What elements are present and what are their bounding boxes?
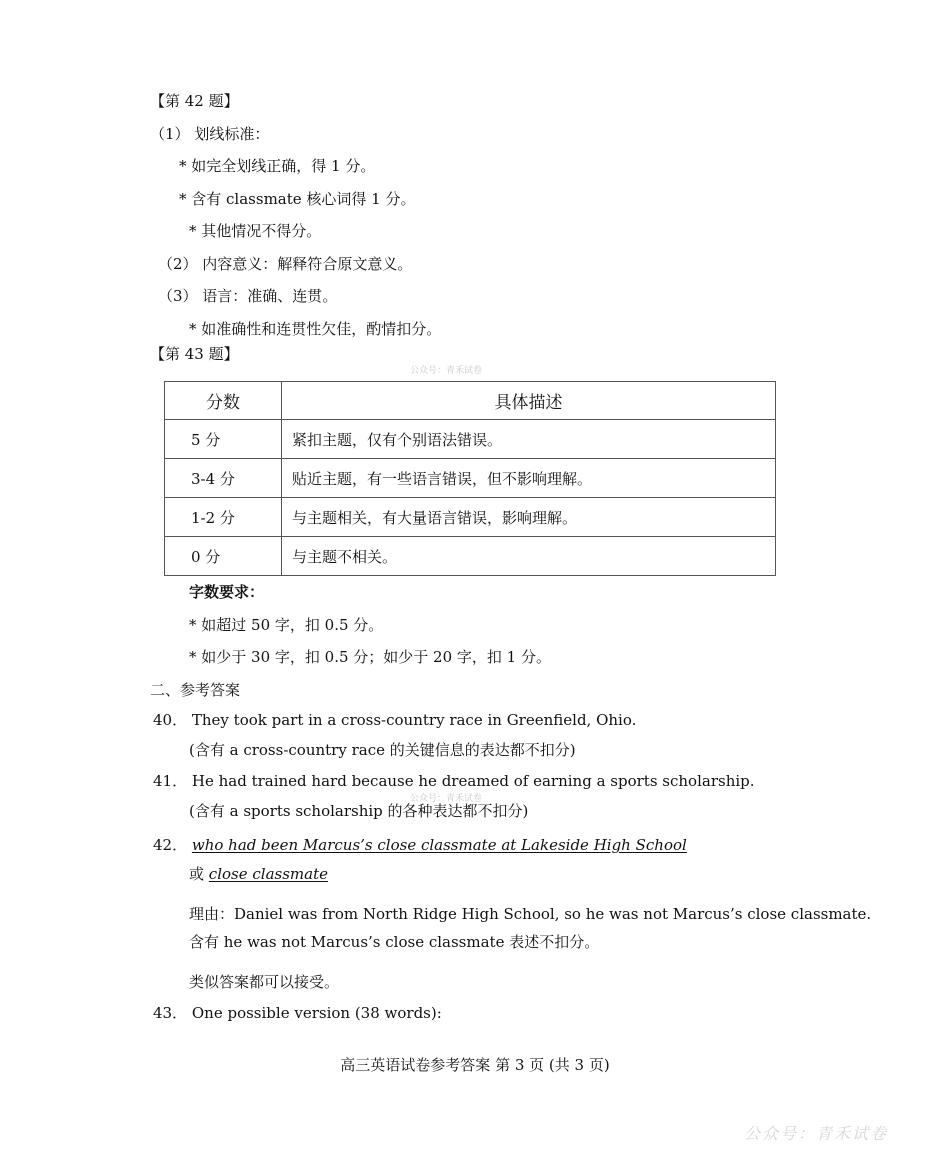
answer-41-text: He had trained hard because he dreamed of earning a sports scholarship. (191, 772, 755, 790)
table-header-row (165, 382, 776, 420)
table-cell-description: 与主题不相关。 (282, 537, 776, 576)
answer-42-alt (189, 864, 328, 884)
answer-41-note: (含有 a sports scholarship 的各种表达都不扣分) (189, 802, 529, 820)
word-requirement-1: * 如超过 50 字，扣 0.5 分。 (189, 616, 384, 634)
watermark-bottom: 公众号：青禾试卷 (744, 1124, 889, 1143)
q42-bullet4: * 如准确性和连贯性欠佳，酌情扣分。 (189, 320, 442, 338)
table-row (165, 537, 776, 576)
q43-header: 【第 43 题】 (150, 345, 239, 363)
table-cell-description: 与主题相关，有大量语言错误，影响理解。 (282, 498, 776, 537)
answer-42-alt-text: close classmate (208, 865, 328, 883)
answer-41 (153, 771, 755, 791)
q42-item3: （3） 语言：准确、连贯。 (158, 287, 338, 305)
scoring-table (164, 381, 776, 576)
table-cell-description: 紧扣主题，仅有个别语法错误。 (282, 420, 776, 459)
page-footer: 高三英语试卷参考答案 第 3 页 (共 3 页) (340, 1056, 610, 1074)
answer-40-number: 40． (153, 711, 188, 729)
answer-42-or: 或 (189, 865, 205, 883)
table-header-description: 具体描述 (282, 382, 776, 420)
q42-item2: （2） 内容意义：解释符合原文意义。 (158, 255, 413, 273)
word-requirement-title: 字数要求： (189, 583, 265, 601)
word-requirement-2: * 如少于 30 字，扣 0.5 分；如少于 20 字，扣 1 分。 (189, 648, 551, 666)
watermark-middle: 公众号：青禾试卷 (410, 794, 483, 804)
answer-40-note: (含有 a cross-country race 的关键信息的表达都不扣分) (189, 741, 576, 759)
table-cell-score: 5 分 (165, 420, 282, 459)
answer-43 (153, 1003, 442, 1023)
answer-43-text: One possible version (38 words): (191, 1004, 442, 1022)
answer-40-text: They took part in a cross-country race in Greenfield, Ohio. (191, 711, 637, 729)
table-row (165, 459, 776, 498)
q42-header: 【第 42 题】 (150, 92, 239, 110)
watermark-top: 公众号：青禾试卷 (410, 366, 483, 376)
answer-43-number: 43． (153, 1004, 188, 1022)
q42-bullet2: * 含有 classmate 核心词得 1 分。 (179, 190, 416, 208)
answer-42-reason: 理由：Daniel was from North Ridge High School, so he was not Marcus’s close classmate. (189, 905, 872, 923)
q42-item1-title: 划线标准： (194, 125, 270, 143)
answer-42 (153, 835, 687, 855)
q42-bullet3: * 其他情况不得分。 (189, 222, 322, 240)
answer-42-text: who had been Marcus’s close classmate at Lakeside High School (191, 836, 687, 854)
table-row (165, 420, 776, 459)
q42-item1-label: （1） (150, 125, 190, 143)
table-header-score: 分数 (165, 382, 282, 420)
table-cell-description: 贴近主题，有一些语言错误，但不影响理解。 (282, 459, 776, 498)
table-cell-score: 0 分 (165, 537, 282, 576)
table-row (165, 498, 776, 537)
answer-41-number: 41． (153, 772, 188, 790)
answer-42-reason-2: 含有 he was not Marcus’s close classmate 表述不扣分。 (189, 933, 600, 951)
table-cell-score: 3-4 分 (165, 459, 282, 498)
answer-40 (153, 710, 636, 730)
answer-42-number: 42． (153, 836, 188, 854)
answers-section-title: 二、参考答案 (150, 681, 241, 699)
q42-item1 (150, 124, 269, 144)
answer-42-similar: 类似答案都可以接受。 (189, 973, 340, 991)
table-cell-score: 1-2 分 (165, 498, 282, 537)
q42-bullet1: * 如完全划线正确，得 1 分。 (179, 157, 376, 175)
